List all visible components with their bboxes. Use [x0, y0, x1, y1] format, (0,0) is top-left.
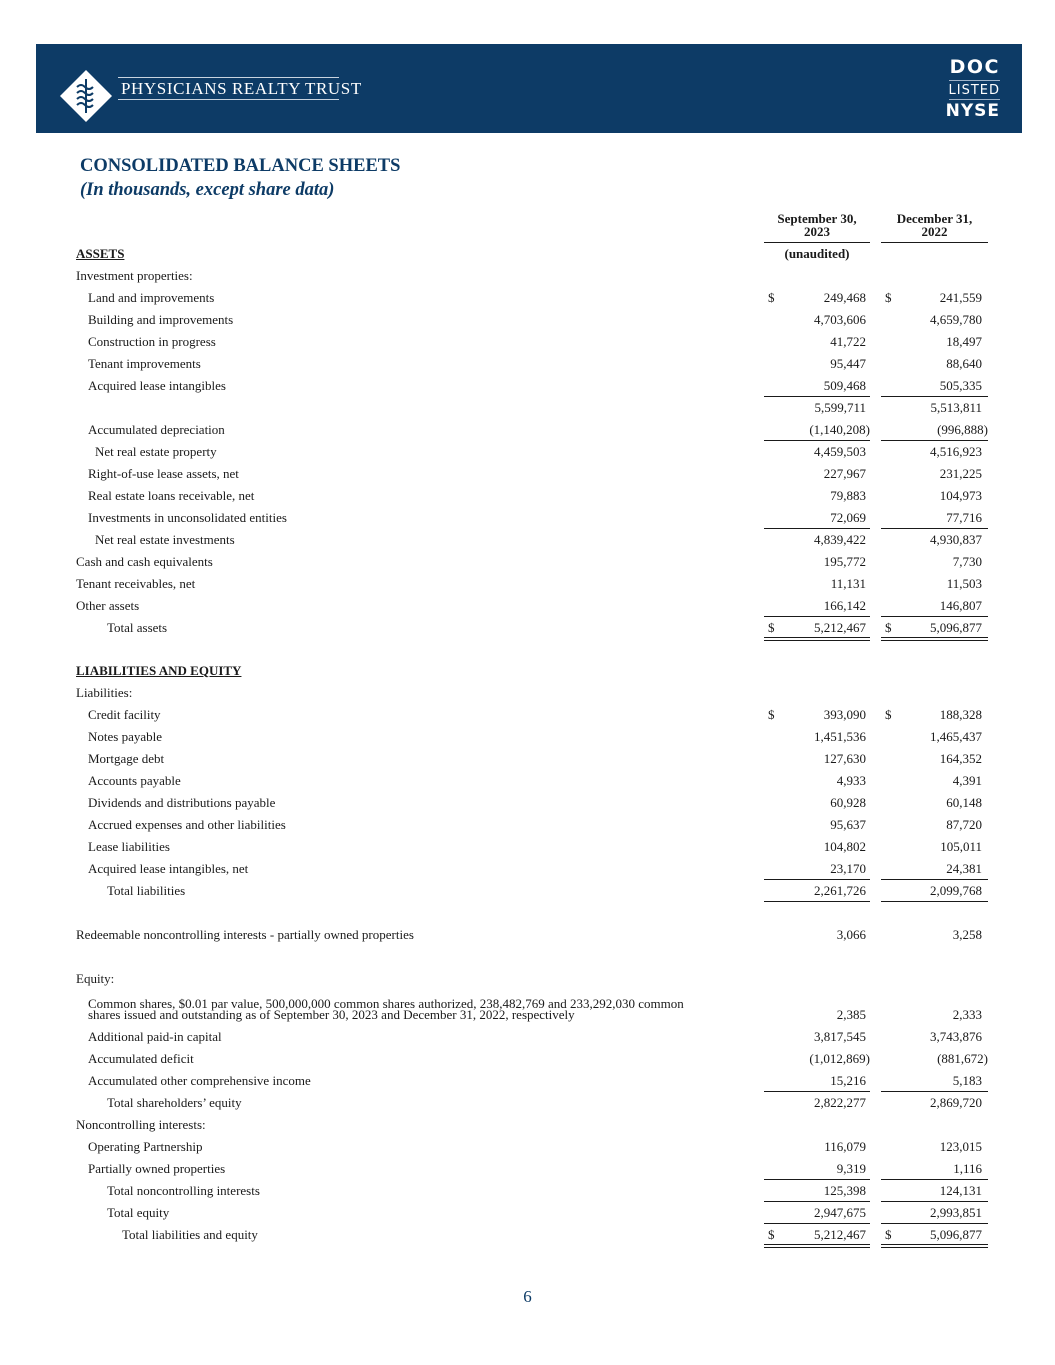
value-sep-2023: 95,637	[830, 817, 866, 832]
value-dec-2022: 3,258	[952, 927, 982, 942]
company-name: PHYSICIANS REALTY TRUST	[121, 79, 362, 98]
table-row-liabilities-and-equity	[0, 662, 1055, 680]
row-label: Mortgage debt	[88, 751, 165, 766]
ticker-rule-1	[949, 80, 1000, 81]
table-row-liabilities	[0, 684, 1055, 702]
value-sep-2023: 2,261,726	[814, 883, 866, 898]
currency-symbol: $	[885, 620, 892, 635]
row-label: Tenant receivables, net	[76, 576, 196, 591]
table-row-net-real-estate-investments	[0, 531, 1055, 549]
table-row-total-assets	[0, 619, 1055, 637]
currency-symbol: $	[768, 620, 775, 635]
value-sep-2023: 5,599,711	[814, 400, 866, 415]
table-row-tenant-improvements	[0, 355, 1055, 373]
value-sep-2023: 3,817,545	[814, 1029, 866, 1044]
value-dec-2022: 5,096,877	[930, 1227, 982, 1242]
value-dec-2022: 3,743,876	[930, 1029, 982, 1044]
row-label: Accrued expenses and other liabilities	[88, 817, 286, 832]
column-rule	[881, 1201, 988, 1202]
row-label: Operating Partnership	[88, 1139, 203, 1154]
value-dec-2022: 4,659,780	[930, 312, 982, 327]
row-label: Total liabilities and equity	[122, 1227, 258, 1242]
row-label: Total liabilities	[107, 883, 186, 898]
row-label: Investment properties:	[76, 268, 193, 283]
table-row-other-assets	[0, 597, 1055, 615]
row-label: Partially owned properties	[88, 1161, 226, 1176]
row-label: Credit facility	[88, 707, 161, 722]
company-logo-icon	[59, 69, 113, 123]
column-rule	[764, 1091, 870, 1092]
column-rule	[881, 396, 988, 397]
row-label: Dividends and distributions payable	[88, 795, 276, 810]
value-sep-2023: 9,319	[836, 1161, 866, 1176]
table-row-acquired-lease-intangibles-net	[0, 860, 1055, 878]
row-label: Investments in unconsolidated entities	[88, 510, 287, 525]
row-label: Other assets	[76, 598, 140, 613]
column-rule	[764, 396, 870, 397]
value-sep-2023: 195,772	[823, 554, 866, 569]
table-row-notes-payable	[0, 728, 1055, 746]
value-sep-2023: 509,468	[823, 378, 866, 393]
row-label: Net real estate property	[95, 444, 217, 459]
column-rule	[764, 528, 870, 529]
column-rule	[881, 640, 988, 641]
table-row-accrued-expenses-and-other-liabilities	[0, 816, 1055, 834]
table-row-additional-paid-in-capital	[0, 1028, 1055, 1046]
currency-symbol: $	[768, 290, 775, 305]
table-row-credit-facility	[0, 706, 1055, 724]
row-label: Tenant improvements	[88, 356, 201, 371]
value-sep-2023: 23,170	[830, 861, 866, 876]
currency-symbol: $	[768, 1227, 775, 1242]
table-row-mortgage-debt	[0, 750, 1055, 768]
value-sep-2023: 116,079	[824, 1139, 866, 1154]
row-label: Total equity	[107, 1205, 170, 1220]
brand-rule-bottom	[118, 99, 339, 100]
value-sep-2023: 125,398	[823, 1183, 866, 1198]
value-sep-2023: 2,822,277	[814, 1095, 866, 1110]
table-row-accumulated-depreciation	[0, 421, 1055, 439]
page-title: CONSOLIDATED BALANCE SHEETS	[80, 156, 401, 176]
table-row-operating-partnership	[0, 1138, 1055, 1156]
column-rule	[764, 1179, 870, 1180]
column-rule	[881, 1247, 988, 1248]
listed-label: LISTED	[948, 83, 1000, 98]
value-sep-2023: 104,802	[823, 839, 866, 854]
value-dec-2022: 231,225	[939, 466, 982, 481]
row-label: Accumulated deficit	[88, 1051, 194, 1066]
value-dec-2022: 18,497	[946, 334, 982, 349]
currency-symbol: $	[885, 707, 892, 722]
section-heading: ASSETS	[76, 246, 125, 261]
unaudited-note: (unaudited)	[784, 246, 850, 261]
column-rule	[764, 616, 870, 617]
column-rule	[764, 1244, 870, 1245]
column-rule	[881, 1223, 988, 1224]
column-rule	[764, 440, 870, 441]
table-row-common-shares-0-01-par-value-500-000-000-common-shares-authorized-238-482-769-and-233-292-030-common	[0, 996, 1055, 1024]
table-row-real-estate-loans-receivable-net	[0, 487, 1055, 505]
value-dec-2022: 60,148	[946, 795, 982, 810]
currency-symbol: $	[885, 1227, 892, 1242]
table-row-land-and-improvements	[0, 289, 1055, 307]
value-sep-2023: 72,069	[830, 510, 866, 525]
value-dec-2022: 5,183	[952, 1073, 982, 1088]
table-row-dividends-and-distributions-payable	[0, 794, 1055, 812]
row-label: Cash and cash equivalents	[76, 554, 213, 569]
value-dec-2022: 2,869,720	[930, 1095, 982, 1110]
row-label: Liabilities:	[76, 685, 133, 700]
row-label: Land and improvements	[88, 290, 215, 305]
value-dec-2022: 11,503	[946, 576, 982, 591]
column-rule	[881, 1179, 988, 1180]
column-rule	[881, 1244, 988, 1245]
value-dec-2022: 124,131	[939, 1183, 982, 1198]
row-label: Lease liabilities	[88, 839, 170, 854]
ticker-symbol: DOC	[949, 56, 1000, 78]
row-label: Total noncontrolling interests	[107, 1183, 260, 1198]
value-sep-2023: 1,451,536	[814, 729, 866, 744]
row-label: Net real estate investments	[95, 532, 235, 547]
value-dec-2022: 4,516,923	[930, 444, 982, 459]
column-rule	[881, 528, 988, 529]
table-row-right-of-use-lease-assets-net	[0, 465, 1055, 483]
value-sep-2023: 4,459,503	[814, 444, 866, 459]
column-rule	[881, 440, 988, 441]
value-dec-2022: 77,716	[946, 510, 982, 525]
table-row-accumulated-deficit	[0, 1050, 1055, 1068]
value-sep-2023: 249,468	[823, 290, 866, 305]
column-rule	[881, 637, 988, 638]
value-dec-2022: (996,888)	[937, 422, 988, 437]
table-row-equity	[0, 970, 1055, 988]
row-label: Acquired lease intangibles	[88, 378, 226, 393]
column-rule	[764, 1223, 870, 1224]
column-header-rule	[881, 242, 988, 243]
value-dec-2022: 188,328	[939, 707, 982, 722]
value-sep-2023: 2,385	[836, 1007, 866, 1022]
column-rule	[764, 901, 870, 902]
value-dec-2022: 1,465,437	[930, 729, 982, 744]
row-label-continued: shares issued and outstanding as of September 30, 2023 and December 31, 2022, respectively	[88, 1007, 575, 1022]
value-sep-2023: (1,140,208)	[809, 422, 870, 437]
value-dec-2022: 241,559	[939, 290, 982, 305]
row-label: Noncontrolling interests:	[76, 1117, 206, 1132]
column-rule	[764, 640, 870, 641]
table-row-total-liabilities-and-equity	[0, 1226, 1055, 1244]
row-label: Common shares, $0.01 par value, 500,000,000 common shares authorized, 238,482,769 and 233,292,030 common	[88, 996, 684, 1011]
value-sep-2023: 95,447	[830, 356, 866, 371]
table-row-investment-properties	[0, 267, 1055, 285]
value-dec-2022: 5,513,811	[930, 400, 982, 415]
table-row-lease-liabilities	[0, 838, 1055, 856]
table-row-tenant-receivables-net	[0, 575, 1055, 593]
row-label: Total shareholders’ equity	[107, 1095, 242, 1110]
value-sep-2023: 227,967	[823, 466, 866, 481]
table-row-total-noncontrolling-interests	[0, 1182, 1055, 1200]
value-dec-2022: 4,391	[952, 773, 982, 788]
value-sep-2023: 3,066	[836, 927, 866, 942]
table-row-subtotal	[0, 399, 1055, 417]
value-dec-2022: 146,807	[939, 598, 982, 613]
page-number: 6	[523, 1287, 532, 1306]
row-label: Building and improvements	[88, 312, 234, 327]
currency-symbol: $	[885, 290, 892, 305]
value-dec-2022: 123,015	[939, 1139, 982, 1154]
value-sep-2023: 5,212,467	[814, 620, 866, 635]
value-dec-2022: 104,973	[939, 488, 982, 503]
value-sep-2023: 5,212,467	[814, 1227, 866, 1242]
column-header-sep-2023: September 30, 2023	[777, 211, 857, 239]
row-label: Redeemable noncontrolling interests - partially owned properties	[76, 927, 414, 942]
value-sep-2023: 41,722	[830, 334, 866, 349]
value-sep-2023: 15,216	[830, 1073, 866, 1088]
table-row-construction-in-progress	[0, 333, 1055, 351]
row-label: Construction in progress	[88, 334, 216, 349]
brand-rule-top	[118, 77, 339, 78]
currency-symbol: $	[768, 707, 775, 722]
table-row-building-and-improvements	[0, 311, 1055, 329]
row-label: Accumulated other comprehensive income	[88, 1073, 311, 1088]
value-sep-2023: (1,012,869)	[809, 1051, 870, 1066]
row-label: Accounts payable	[88, 773, 181, 788]
page-subtitle: (In thousands, except share data)	[80, 180, 335, 200]
table-row-acquired-lease-intangibles	[0, 377, 1055, 395]
table-row-cash-and-cash-equivalents	[0, 553, 1055, 571]
column-rule	[881, 616, 988, 617]
row-label: Notes payable	[88, 729, 163, 744]
value-sep-2023: 4,703,606	[814, 312, 866, 327]
row-label: Additional paid-in capital	[88, 1029, 222, 1044]
table-row-net-real-estate-property	[0, 443, 1055, 461]
value-dec-2022: 87,720	[946, 817, 982, 832]
value-sep-2023: 4,839,422	[814, 532, 866, 547]
value-sep-2023: 4,933	[836, 773, 866, 788]
value-dec-2022: 4,930,837	[930, 532, 982, 547]
value-sep-2023: 393,090	[823, 707, 866, 722]
row-label: Acquired lease intangibles, net	[88, 861, 249, 876]
column-header-rule	[764, 242, 870, 243]
ticker-rule-2	[949, 99, 1000, 100]
table-row-total-shareholders-equity	[0, 1094, 1055, 1112]
table-row-partially-owned-properties	[0, 1160, 1055, 1178]
value-dec-2022: 5,096,877	[930, 620, 982, 635]
value-sep-2023: 79,883	[830, 488, 866, 503]
row-label: Equity:	[76, 971, 115, 986]
value-dec-2022: 105,011	[940, 839, 982, 854]
table-row-assets	[0, 245, 1055, 263]
column-rule	[764, 1247, 870, 1248]
row-label: Real estate loans receivable, net	[88, 488, 255, 503]
value-dec-2022: (881,672)	[937, 1051, 988, 1066]
value-dec-2022: 2,099,768	[930, 883, 982, 898]
value-dec-2022: 24,381	[946, 861, 982, 876]
value-sep-2023: 11,131	[830, 576, 866, 591]
section-heading: LIABILITIES AND EQUITY	[76, 663, 242, 678]
value-sep-2023: 60,928	[830, 795, 866, 810]
value-sep-2023: 2,947,675	[814, 1205, 866, 1220]
exchange-name: NYSE	[945, 101, 1000, 121]
value-sep-2023: 166,142	[823, 598, 866, 613]
value-dec-2022: 1,116	[953, 1161, 982, 1176]
value-dec-2022: 2,993,851	[930, 1205, 982, 1220]
column-rule	[764, 637, 870, 638]
column-rule	[881, 901, 988, 902]
table-row-noncontrolling-interests	[0, 1116, 1055, 1134]
row-label: Accumulated depreciation	[88, 422, 225, 437]
column-header-dec-2022: December 31, 2022	[896, 211, 973, 239]
table-row-redeemable-noncontrolling-interests-partially-owned-properties	[0, 926, 1055, 944]
row-label: Right-of-use lease assets, net	[88, 466, 239, 481]
column-rule	[764, 1201, 870, 1202]
table-row-investments-in-unconsolidated-entities	[0, 509, 1055, 527]
table-row-total-equity	[0, 1204, 1055, 1222]
value-dec-2022: 7,730	[952, 554, 982, 569]
table-row-accumulated-other-comprehensive-income	[0, 1072, 1055, 1090]
table-row-accounts-payable	[0, 772, 1055, 790]
value-dec-2022: 2,333	[952, 1007, 982, 1022]
value-dec-2022: 164,352	[939, 751, 982, 766]
value-dec-2022: 88,640	[946, 356, 982, 371]
value-dec-2022: 505,335	[939, 378, 982, 393]
column-rule	[764, 879, 870, 880]
row-label: Total assets	[107, 620, 168, 635]
table-row-total-liabilities	[0, 882, 1055, 900]
value-sep-2023: 127,630	[823, 751, 866, 766]
column-rule	[881, 1091, 988, 1092]
column-rule	[881, 879, 988, 880]
